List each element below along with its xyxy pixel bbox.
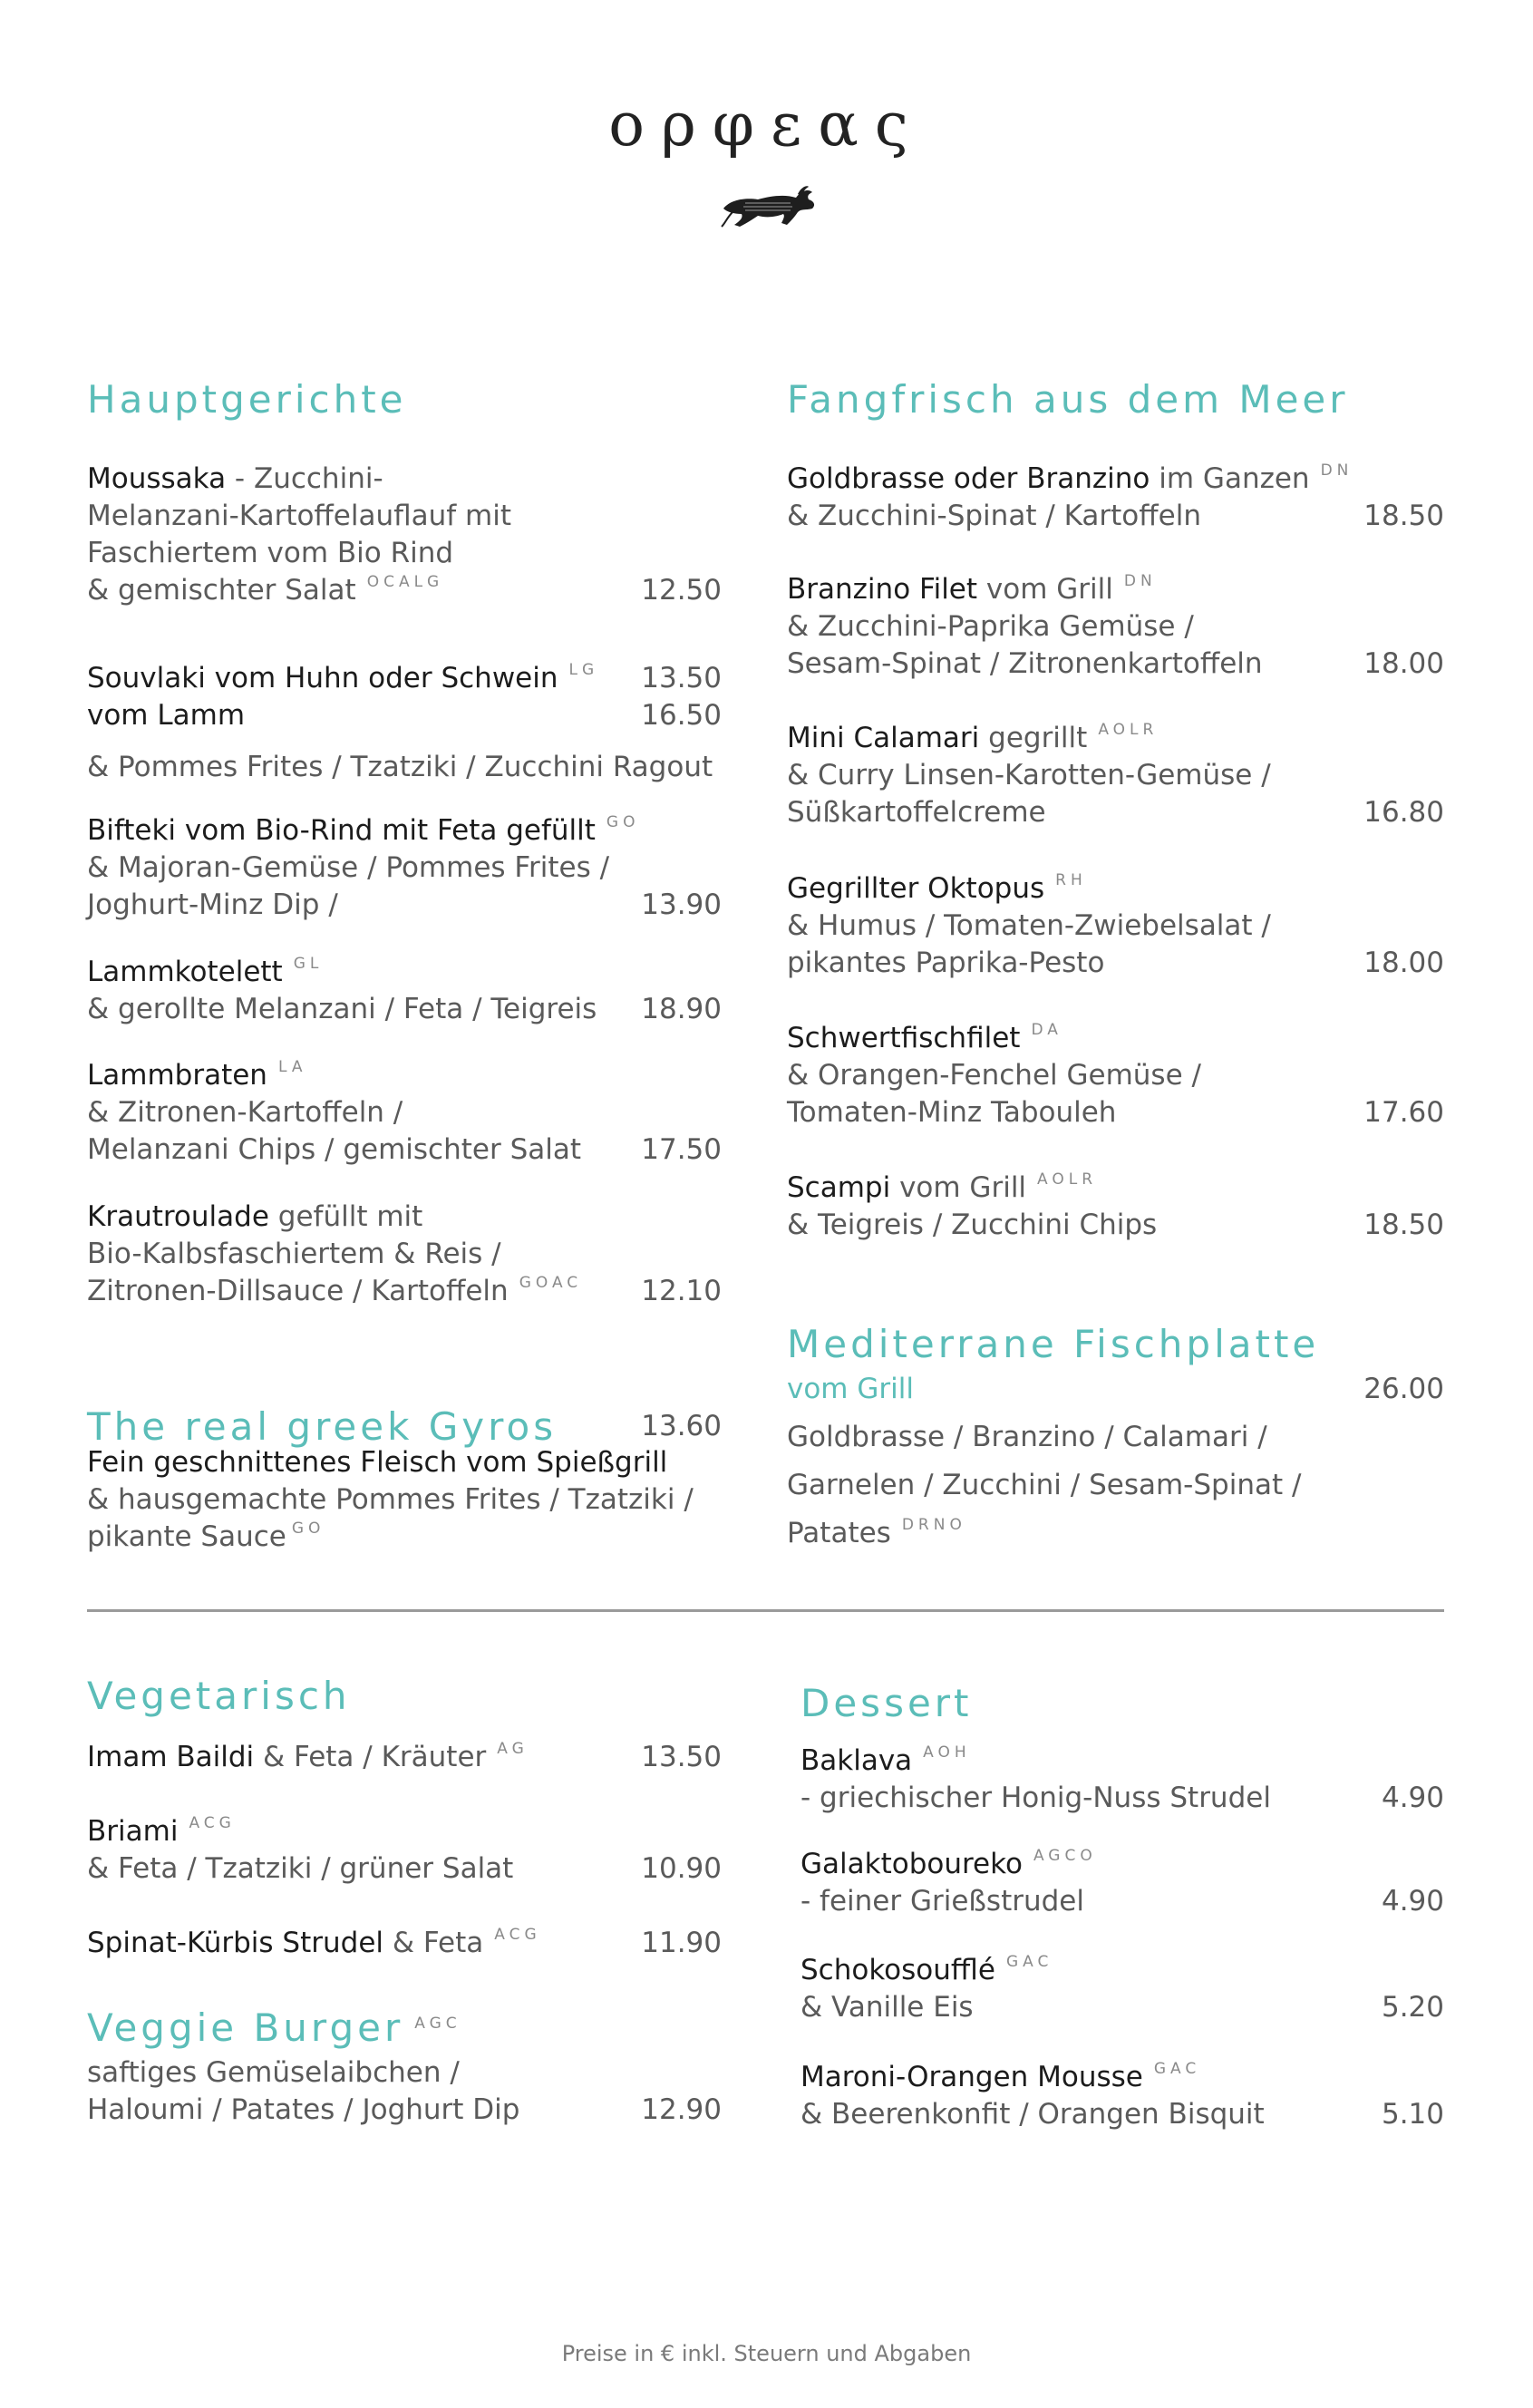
item-desc: & Orangen-Fenchel Gemüse / xyxy=(787,1059,1201,1092)
item-subtitle: vom Grill xyxy=(787,1373,914,1405)
menu-item-imam-baildi xyxy=(87,1739,722,1776)
allergen-codes: AOH xyxy=(923,1743,971,1762)
item-name: Bifteki vom Bio-Rind mit Feta gefüllt xyxy=(87,814,596,847)
menu-item-lammbraten xyxy=(87,1057,722,1169)
item-price: 18.00 xyxy=(1363,947,1444,979)
item-desc: - griechischer Honig-Nuss Strudel xyxy=(800,1782,1271,1814)
item-price: 4.90 xyxy=(1381,1782,1444,1814)
item-desc: gegrillt xyxy=(979,722,1088,754)
item-desc: Goldbrasse / Branzino / Calamari / xyxy=(787,1421,1267,1453)
section-title-dessert: Dessert xyxy=(800,1681,973,1725)
item-price: 4.90 xyxy=(1381,1885,1444,1918)
allergen-codes: GAC xyxy=(1005,1953,1053,1971)
item-name: vom Lamm xyxy=(87,699,246,732)
item-name: Fein geschnittenes Fleisch vom Spießgrill xyxy=(87,1446,668,1479)
allergen-codes: AOLR xyxy=(1037,1170,1098,1189)
item-desc: & Feta / Kräuter xyxy=(254,1741,487,1773)
item-desc: & Majoran-Gemüse / Pommes Frites / xyxy=(87,851,610,884)
allergen-codes: GOAC xyxy=(519,1274,583,1292)
allergen-codes: ACG xyxy=(189,1814,236,1832)
item-desc: vom Grill xyxy=(890,1171,1027,1204)
item-desc: & Zucchini-Paprika Gemüse / xyxy=(787,610,1194,643)
item-price: 26.00 xyxy=(1363,1373,1444,1405)
item-desc: & Vanille Eis xyxy=(800,1991,974,2024)
item-name: Spinat-Kürbis Strudel xyxy=(87,1927,384,1959)
item-price: 12.50 xyxy=(641,574,722,607)
item-name: Krautroulade xyxy=(87,1200,269,1233)
allergen-codes: AOLR xyxy=(1098,721,1159,739)
item-desc: Süßkartoffelcreme xyxy=(787,796,1046,829)
item-price: 17.50 xyxy=(641,1133,722,1166)
section-title-fangfrisch: Fangfrisch aus dem Meer xyxy=(787,377,1349,422)
price-note: Preise in € inkl. Steuern und Abgaben xyxy=(561,2341,972,2366)
item-name: Galaktoboureko xyxy=(800,1848,1023,1880)
item-desc: & Pommes Frites / Tzatziki / Zucchini Ragout xyxy=(87,751,713,783)
item-desc: Bio-Kalbsfaschiertem & Reis / xyxy=(87,1238,501,1270)
item-name: Mini Calamari xyxy=(787,722,980,754)
item-name: Lammkotelett xyxy=(87,956,283,988)
gyros-header xyxy=(87,1404,722,1449)
item-price: 5.20 xyxy=(1381,1991,1444,2024)
section-title-hauptgerichte: Hauptgerichte xyxy=(87,377,407,422)
menu-item-fischplatte xyxy=(787,1371,1444,1552)
item-desc: & gerollte Melanzani / Feta / Teigreis xyxy=(87,993,597,1025)
item-desc: & Zitronen-Kartoffeln / xyxy=(87,1096,403,1129)
menu-item-oktopus xyxy=(787,870,1444,982)
item-desc: vom Grill xyxy=(977,573,1113,606)
item-price: 18.50 xyxy=(1363,500,1444,532)
allergen-codes: LG xyxy=(568,661,599,679)
menu-item-lammkotelett xyxy=(87,954,722,1028)
item-desc: im Ganzen xyxy=(1150,462,1310,495)
item-name: Baklava xyxy=(800,1744,913,1777)
item-name: Lammbraten xyxy=(87,1059,267,1092)
item-desc: & gemischter Salat xyxy=(87,574,356,607)
item-desc: & Zucchini-Spinat / Kartoffeln xyxy=(787,500,1201,532)
item-price: 13.60 xyxy=(641,1410,722,1442)
item-desc: & Feta / Tzatziki / grüner Salat xyxy=(87,1852,514,1885)
bull-icon xyxy=(718,181,820,232)
allergen-codes: AGC xyxy=(414,2015,461,2033)
section-title-gyros: The real greek Gyros xyxy=(87,1404,558,1449)
menu-item-moussaka xyxy=(87,461,722,609)
item-desc: - feiner Grießstrudel xyxy=(800,1885,1084,1918)
allergen-codes: AGCO xyxy=(1033,1847,1097,1865)
menu-item-krautroulade xyxy=(87,1199,722,1310)
item-name: Scampi xyxy=(787,1171,891,1204)
menu-item-mini-calamari xyxy=(787,720,1444,831)
item-desc: Melanzani-Kartoffelauflauf mit xyxy=(87,500,512,532)
menu-item-bifteki xyxy=(87,812,722,924)
section-title-vegetarisch: Vegetarisch xyxy=(87,1674,351,1718)
item-price: 12.10 xyxy=(641,1275,722,1307)
allergen-codes: GO xyxy=(606,813,640,831)
allergen-codes: OCALG xyxy=(366,573,444,591)
item-price: 10.90 xyxy=(641,1852,722,1885)
item-desc: & Curry Linsen-Karotten-Gemüse / xyxy=(787,759,1271,791)
item-price: 16.50 xyxy=(641,699,722,732)
item-name: Maroni-Orangen Mousse xyxy=(800,2061,1143,2093)
item-desc: - Zucchini- xyxy=(226,462,383,495)
item-price: 11.90 xyxy=(641,1927,722,1959)
item-desc: & Teigreis / Zucchini Chips xyxy=(787,1209,1158,1241)
item-name: Moussaka xyxy=(87,462,227,495)
menu-item-schwertfisch xyxy=(787,1020,1444,1131)
allergen-codes: DRNO xyxy=(901,1516,966,1534)
menu-item-souvlaki xyxy=(87,660,722,786)
menu-item-baklava xyxy=(800,1743,1444,1817)
item-desc: gefüllt mit xyxy=(268,1200,423,1233)
menu-item-spinat-kuerbis-strudel xyxy=(87,1925,722,1962)
section-divider xyxy=(87,1609,1444,1612)
allergen-codes: ACG xyxy=(494,1926,541,1944)
item-desc: Tomaten-Minz Tabouleh xyxy=(787,1096,1117,1129)
menu-item-gyros xyxy=(87,1444,722,1556)
allergen-codes: RH xyxy=(1055,871,1087,889)
item-price: 18.90 xyxy=(641,993,722,1025)
section-title-fischplatte: Mediterrane Fischplatte xyxy=(787,1322,1320,1366)
menu-item-briami xyxy=(87,1813,722,1888)
item-name: Goldbrasse oder Branzino xyxy=(787,462,1150,495)
item-price: 17.60 xyxy=(1363,1096,1444,1129)
item-desc: pikantes Paprika-Pesto xyxy=(787,947,1105,979)
item-name: Schwertfischfilet xyxy=(787,1022,1021,1054)
item-desc: & Feta xyxy=(383,1927,484,1959)
item-desc: Sesam-Spinat / Zitronenkartoffeln xyxy=(787,647,1263,680)
item-price: 18.00 xyxy=(1363,647,1444,680)
item-desc: pikante Sauce xyxy=(87,1520,286,1553)
item-price: 13.90 xyxy=(641,888,722,921)
item-name: Briami xyxy=(87,1815,179,1848)
item-desc: & Beerenkonfit / Orangen Bisquit xyxy=(800,2098,1265,2131)
logo-text: ορφεας xyxy=(608,90,925,160)
item-desc: saftiges Gemüselaibchen / xyxy=(87,2056,460,2089)
menu-item-branzino-filet xyxy=(787,571,1444,683)
item-price: 13.50 xyxy=(641,1741,722,1773)
item-price: 18.50 xyxy=(1363,1209,1444,1241)
item-desc: Patates xyxy=(787,1517,891,1549)
item-name: Schokosoufflé xyxy=(800,1954,995,1986)
menu-item-maroni-mousse xyxy=(800,2059,1444,2133)
allergen-codes: GAC xyxy=(1153,2060,1201,2078)
item-name: Imam Baildi xyxy=(87,1741,255,1773)
menu-item-galaktoboureko xyxy=(800,1846,1444,1920)
allergen-codes: GO xyxy=(291,1520,325,1538)
logo xyxy=(0,90,1533,160)
item-desc: Garnelen / Zucchini / Sesam-Spinat / xyxy=(787,1469,1302,1501)
menu-item-veggie-burger xyxy=(87,2005,722,2129)
allergen-codes: LA xyxy=(277,1058,307,1076)
item-desc: Faschiertem vom Bio Rind xyxy=(87,537,454,569)
item-name: Branzino Filet xyxy=(787,573,978,606)
item-desc: Joghurt-Minz Dip / xyxy=(87,888,338,921)
item-name: Souvlaki vom Huhn oder Schwein xyxy=(87,662,558,694)
allergen-codes: DN xyxy=(1123,572,1157,590)
item-price: 13.50 xyxy=(641,662,722,694)
allergen-codes: AG xyxy=(497,1740,529,1758)
item-price: 5.10 xyxy=(1381,2098,1444,2131)
allergen-codes: DN xyxy=(1320,461,1354,480)
item-price: 16.80 xyxy=(1363,796,1444,829)
section-title-veggie-burger: Veggie Burger xyxy=(87,2005,404,2050)
item-desc: Zitronen-Dillsauce / Kartoffeln xyxy=(87,1275,509,1307)
item-desc: & hausgemachte Pommes Frites / Tzatziki / xyxy=(87,1483,694,1516)
menu-item-scampi xyxy=(787,1170,1444,1244)
item-price: 12.90 xyxy=(641,2093,722,2126)
item-desc: & Humus / Tomaten-Zwiebelsalat / xyxy=(787,909,1271,942)
item-desc: Haloumi / Patates / Joghurt Dip xyxy=(87,2093,520,2126)
allergen-codes: GL xyxy=(293,955,324,973)
item-name: Gegrillter Oktopus xyxy=(787,872,1045,905)
menu-item-schokosouffle xyxy=(800,1952,1444,2026)
item-desc: Melanzani Chips / gemischter Salat xyxy=(87,1133,582,1166)
allergen-codes: DA xyxy=(1031,1021,1062,1039)
menu-item-goldbrasse xyxy=(787,461,1444,535)
